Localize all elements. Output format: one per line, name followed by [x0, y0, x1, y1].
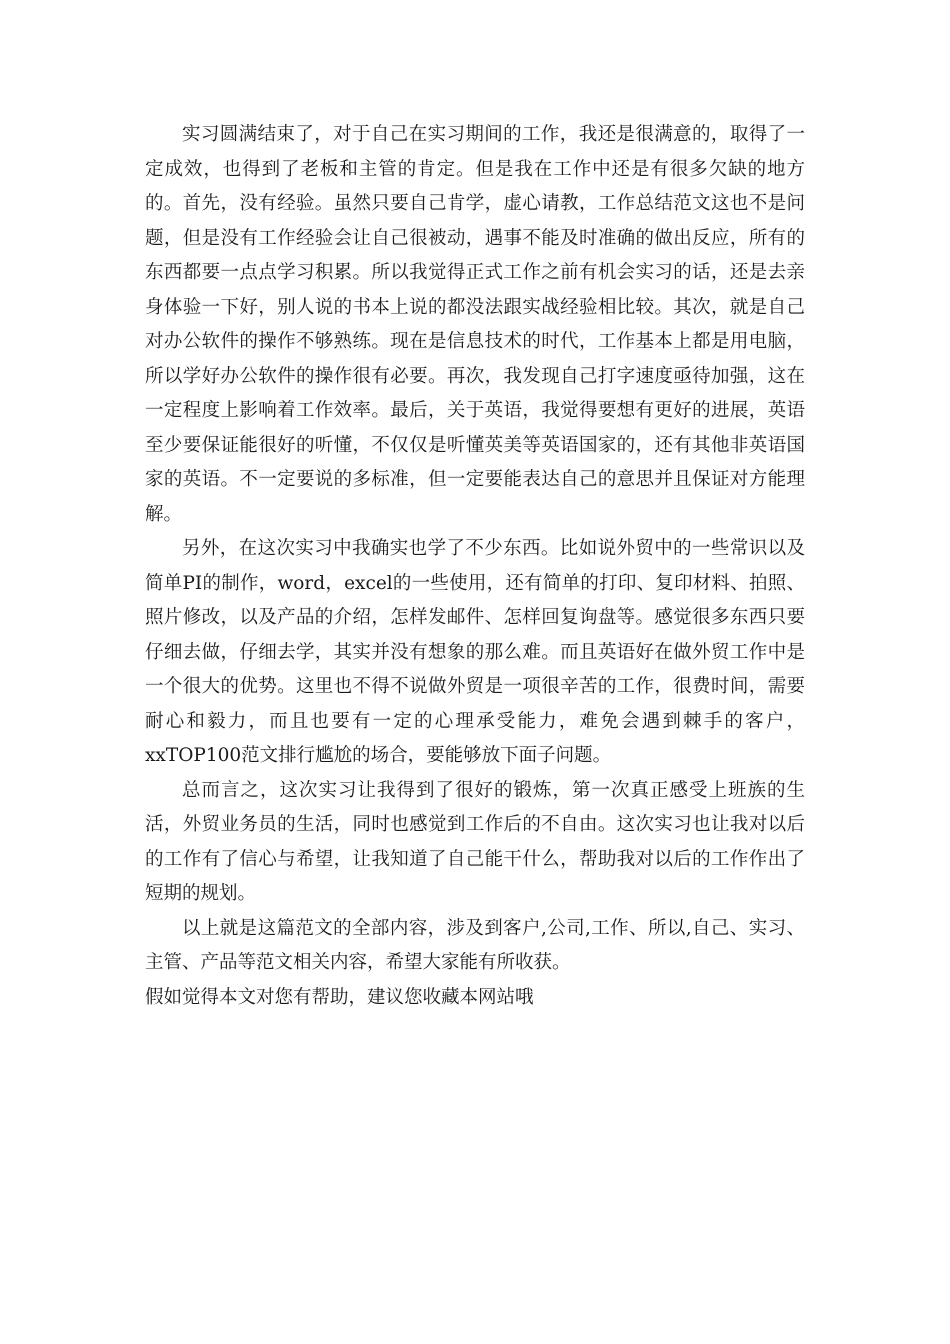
paragraph-article-summary: 以上就是这篇范文的全部内容，涉及到客户,公司,工作、所以,自己、实习、主管、产品等范文相关内容，希望大家能有所收获。: [145, 917, 805, 973]
paragraph-lessons-learned: 另外，在这次实习中我确实也学了不少东西。比如说外贸中的一些常识以及简单PI的制作，word，excel的一些使用，还有简单的打印、复印材料、拍照、照片修改，以及产品的介绍，怎样发邮件、怎样回复询盘等。感觉很多东西只要仔细去做，仔细去学，其实并没有想象的那么难。而且英语好在做外贸工作中是一个很大的优势。这里也不得不说做外贸是一项很辛苦的工作，很费时间，需要耐心和毅力，而且也要有一定的心理承受能力，难免会遇到棘手的客户，xxTOP100范文排行尴尬的场合，要能够放下面子问题。: [145, 538, 805, 766]
paragraph-conclusion: 总而言之，这次实习让我得到了很好的锻炼，第一次真正感受上班族的生活，外贸业务员的生活，同时也感觉到工作后的不自由。这次实习也让我对以后的工作有了信心与希望，让我知道了自己能干什么，帮助我对以后的工作作出了短期的规划。: [145, 779, 805, 904]
document-body: [145, 118, 805, 1015]
paragraph-internship-summary: 实习圆满结束了，对于自己在实习期间的工作，我还是很满意的，取得了一定成效，也得到了老板和主管的肯定。但是我在工作中还是有很多欠缺的地方的。首先，没有经验。虽然只要自己肯学，虚心请教，工作总结范文这也不是问题，但是没有工作经验会让自己很被动，遇事不能及时准确的做出反应，所有的东西都要一点点学习积累。所以我觉得正式工作之前有机会实习的话，还是去亲身体验一下好，别人说的书本上说的都没法跟实战经验相比较。其次，就是自己对办公软件的操作不够熟练。现在是信息技术的时代，工作基本上都是用电脑，所以学好办公软件的操作很有必要。再次，我发现自己打字速度亟待加强，这在一定程度上影响着工作效率。最后，关于英语，我觉得要想有更好的进展，英语至少要保证能很好的听懂，不仅仅是听懂英美等英语国家的，还有其他非英语国家的英语。不一定要说的多标准，但一定要能表达自己的意思并且保证对方能理解。: [145, 124, 805, 525]
closing-note: 假如觉得本文对您有帮助，建议您收藏本网站哦: [145, 986, 534, 1008]
